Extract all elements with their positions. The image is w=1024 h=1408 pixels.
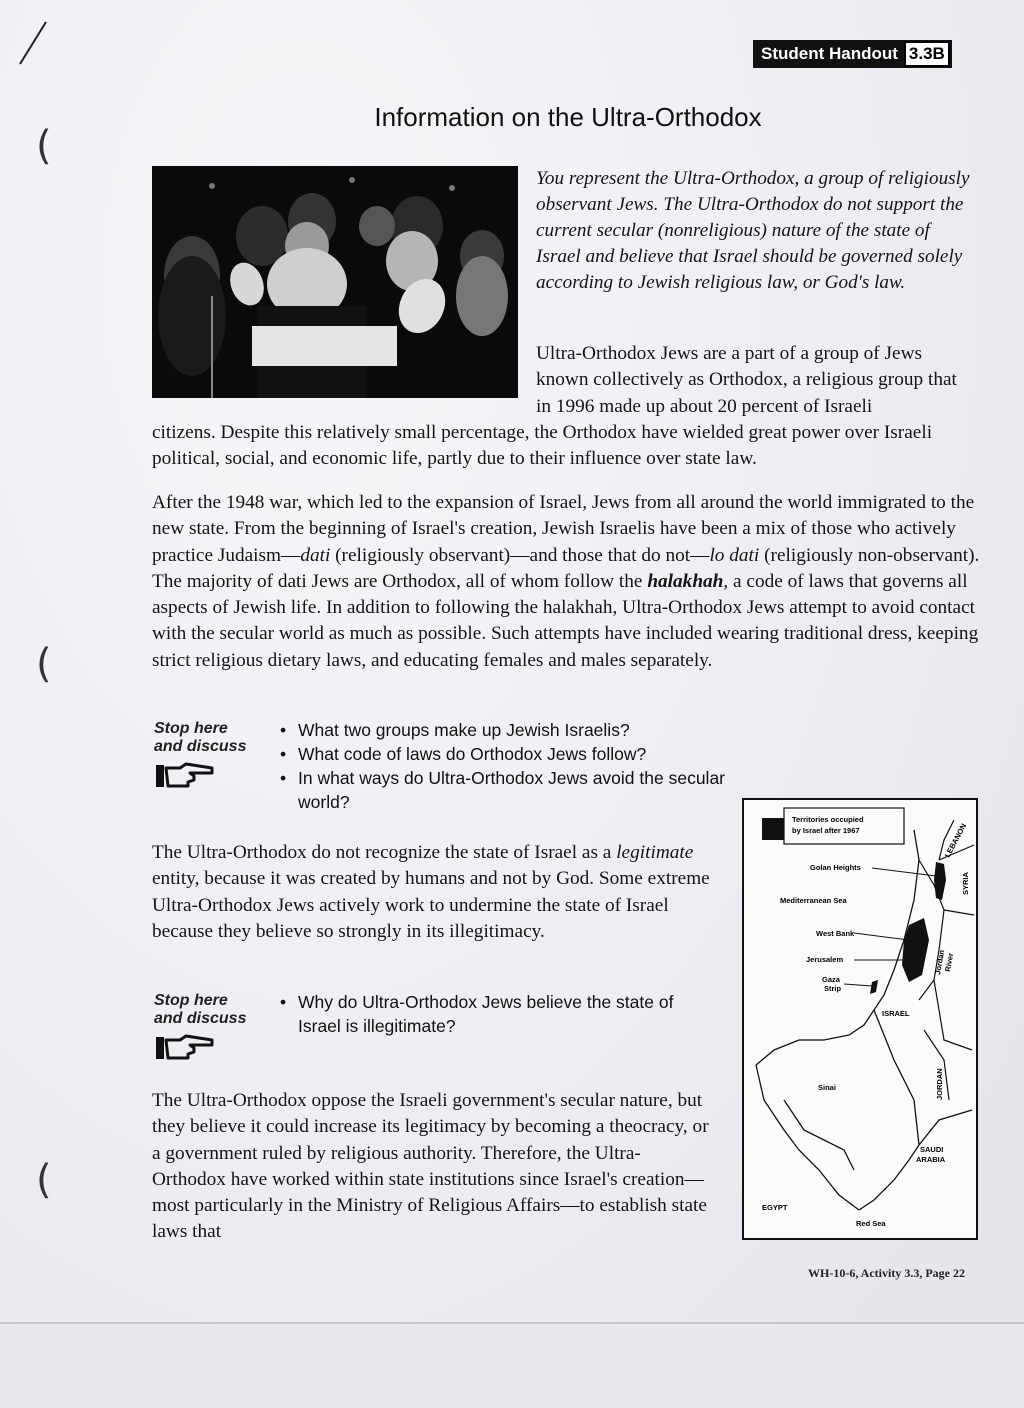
paragraph-orthodox-continued: citizens. Despite this relatively small percentage, the Orthodox have wielded great power over Israeli political, social, and economic life, partly due to their influence over state law.: [152, 422, 933, 470]
page-footer: WH-10-6, Activity 3.3, Page 22: [808, 1266, 965, 1280]
page-title: Information on the Ultra-Orthodox: [374, 102, 762, 132]
gaza-strip-shape: [870, 980, 878, 994]
role-intro: You represent the Ultra-Orthodox, a group of religiously observant Jews. The Ultra-Orthodox do not support the current secular (nonreligious) nature of the state of Israel and believe that Israel should be governed solely according to Jewish religious law, or God's law.: [536, 168, 970, 293]
binder-hole-mark: (: [36, 641, 52, 687]
golan-heights-shape: [934, 862, 946, 900]
text-run: The Ultra-Orthodox do not recognize the state of Israel as a: [152, 842, 617, 863]
label-med-sea: Mediterranean Sea: [780, 896, 847, 905]
term-dati: dati: [300, 544, 331, 566]
west-bank-shape: [902, 918, 929, 982]
legend-label: by Israel after 1967: [792, 826, 860, 835]
binder-hole-mark: (: [36, 123, 52, 169]
legend-swatch: [762, 818, 784, 840]
label-jordan-river: Jordan: [933, 949, 947, 976]
label-jordan: JORDAN: [935, 1068, 944, 1100]
stop-label: and discuss: [154, 738, 247, 755]
label-saudi: SAUDI: [920, 1145, 944, 1154]
stop-and-discuss-1: [154, 720, 246, 790]
label-jordan-river: River: [943, 952, 956, 973]
term-legitimate: legitimate: [616, 842, 694, 863]
term-lo-dati: lo dati: [709, 544, 760, 566]
label-jerusalem: Jerusalem: [806, 955, 844, 964]
term-halakhah: halakhah: [647, 570, 724, 592]
pointing-hand-icon: [154, 762, 216, 790]
text-run: After the 1948 war, which led to the expansion of Israel, Jews from all around the world immigrated to the new state. From the beginning of Israel's creation, Jewish Israelis have been a mix of those who actively practice Judaism—: [152, 492, 975, 566]
map-drawing: [744, 800, 976, 1238]
scan-margin: [0, 1322, 1024, 1408]
handout-number: 3.3B: [904, 41, 950, 67]
stop-and-discuss-2: [154, 992, 246, 1062]
label-gaza: Gaza: [822, 975, 840, 984]
paragraph-theocracy: The Ultra-Orthodox oppose the Israeli government's secular nature, but they believe it could increase its legitimacy by becoming a theocracy, or a government ruled by religious authority. Therefore, the Ultra-Orthodox have worked within state institutions since Israel's creation—most particularly in the Ministry of Religious Affairs—to establish state laws that: [152, 1090, 709, 1243]
discussion-questions-1: [280, 718, 730, 814]
question-item: • Why do Ultra-Orthodox Jews believe the state of Israel is illegitimate?: [280, 990, 720, 1038]
label-golan: Golan Heights: [810, 863, 861, 872]
text-run: entity, because it was created by humans and not by God. Some extreme Ultra-Orthodox Jews actively work to undermine the state of Israel because they believe so strongly in its illegitimacy.: [152, 868, 710, 942]
pen-mark: [16, 20, 50, 70]
stop-label: Stop here: [154, 992, 228, 1009]
question-item: • What two groups make up Jewish Israelis?: [280, 718, 730, 742]
label-lebanon: LEBANON: [942, 821, 969, 859]
binder-hole-mark: (: [36, 1157, 52, 1203]
discussion-questions-2: [280, 990, 720, 1038]
map-israel-territories: [742, 798, 978, 1240]
label-israel: ISRAEL: [882, 1009, 910, 1018]
label-red-sea: Red Sea: [856, 1219, 886, 1228]
text-run: , a code of laws that governs all aspects of Jewish life. In addition to following the halakhah, Ultra-Orthodox Jews attempt to avoid contact with the secular world as much as possible. Such attempts have included wearing traditional dress, keeping strict religious dietary laws, and educating females and males separately.: [152, 570, 979, 671]
handout-badge: [753, 40, 952, 68]
photo-illustration: [152, 166, 518, 398]
paragraph-history: [152, 490, 982, 674]
pointing-hand-icon: [154, 1034, 216, 1062]
stop-label: Stop here: [154, 720, 228, 737]
label-sinai: Sinai: [818, 1083, 836, 1092]
label-saudi: ARABIA: [916, 1155, 946, 1164]
label-west-bank: West Bank: [816, 929, 855, 938]
label-syria: SYRIA: [961, 872, 970, 895]
label-gaza: Strip: [824, 984, 842, 993]
stop-label: and discuss: [154, 1010, 247, 1027]
legend-label: Territories occupied: [792, 815, 864, 824]
text-run: (religiously non-observant). The majority of dati Jews are Orthodox, all of whom follow the: [152, 544, 980, 592]
paragraph-orthodox-start: Ultra-Orthodox Jews are a part of a group of Jews known collectively as Orthodox, a religious group that in 1996 made up about 20 percent of Israeli: [536, 343, 957, 417]
text-run: (religiously observant)—and those that do not—: [330, 544, 710, 566]
question-item: • What code of laws do Orthodox Jews follow?: [280, 742, 730, 766]
paragraph-legitimacy: [152, 840, 712, 945]
photo-ultra-orthodox-gathering: [152, 166, 518, 398]
question-item: • In what ways do Ultra-Orthodox Jews avoid the secular world?: [280, 766, 730, 814]
label-egypt: EGYPT: [762, 1203, 788, 1212]
handout-label: Student Handout: [761, 44, 898, 63]
